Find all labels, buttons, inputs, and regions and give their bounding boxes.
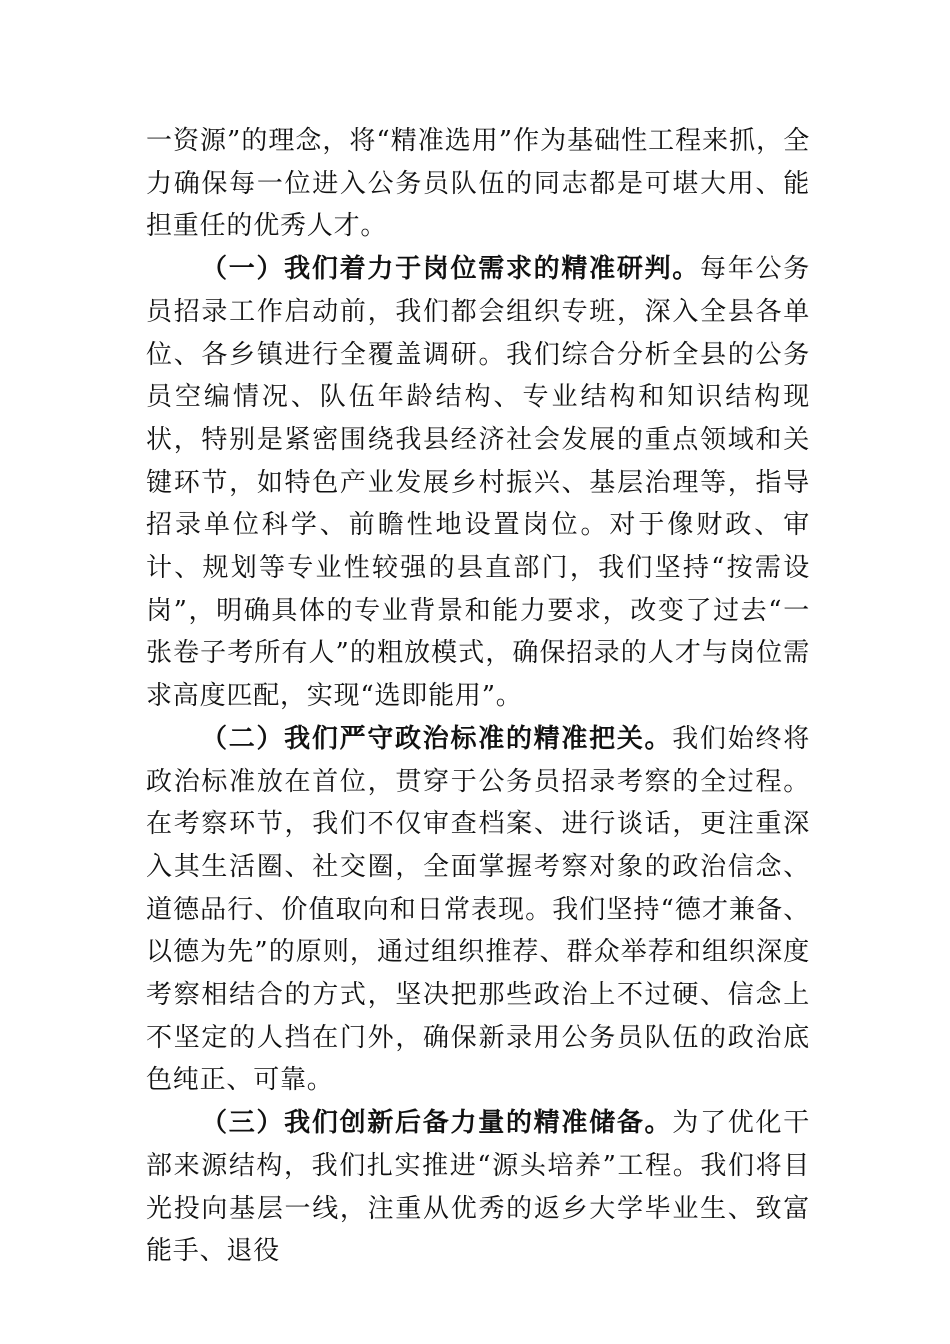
paragraph-section-1 (146, 248, 810, 718)
section-heading: （二）我们严守政治标准的精准把关。 (201, 723, 673, 754)
section-heading: （三）我们创新后备力量的精准储备。 (201, 1108, 673, 1139)
paragraph-section-3 (146, 1102, 810, 1273)
section-heading: （一）我们着力于岗位需求的精准研判。 (201, 254, 701, 285)
document-page (146, 120, 810, 1273)
paragraph-body: 为了优化干部来源结构，我们扎实推进“源头培养”工程。我们将目光投向基层一线，注重从优秀的返乡大学毕业生、致富能手、退役 (146, 1108, 810, 1267)
paragraph-body: 每年公务员招录工作启动前，我们都会组织专班，深入全县各单位、各乡镇进行全覆盖调研。我们综合分析全县的公务员空编情况、队伍年龄结构、专业结构和知识结构现状，特别是紧密围绕我县经济社会发展的重点领域和关键环节，如特色产业发展乡村振兴、基层治理等，指导招录单位科学、前瞻性地设置岗位。对于像财政、审计、规划等专业性较强的县直部门，我们坚持“按需设岗”，明确具体的专业背景和能力要求，改变了过去“一张卷子考所有人”的粗放模式，确保招录的人才与岗位需求高度匹配，实现“选即能用”。 (146, 254, 811, 712)
paragraph-section-2 (146, 718, 810, 1102)
paragraph-body: 我们始终将政治标准放在首位，贯穿于公务员招录考察的全过程。在考察环节，我们不仅审查档案、进行谈话，更注重深入其生活圈、社交圈，全面掌握考察对象的政治信念、道德品行、价值取向和日常表现。我们坚持“德才兼备、以德为先”的原则，通过组织推荐、群众举荐和组织深度考察相结合的方式，坚决把那些政治上不过硬、信念上不坚定的人挡在门外，确保新录用公务员队伍的政治底色纯正、可靠。 (146, 723, 810, 1096)
paragraph-body: 一资源”的理念，将“精准选用”作为基础性工程来抓，全力确保每一位进入公务员队伍的同志都是可堪大用、能担重任的优秀人才。 (146, 126, 810, 242)
paragraph-intro-continuation (146, 120, 810, 248)
